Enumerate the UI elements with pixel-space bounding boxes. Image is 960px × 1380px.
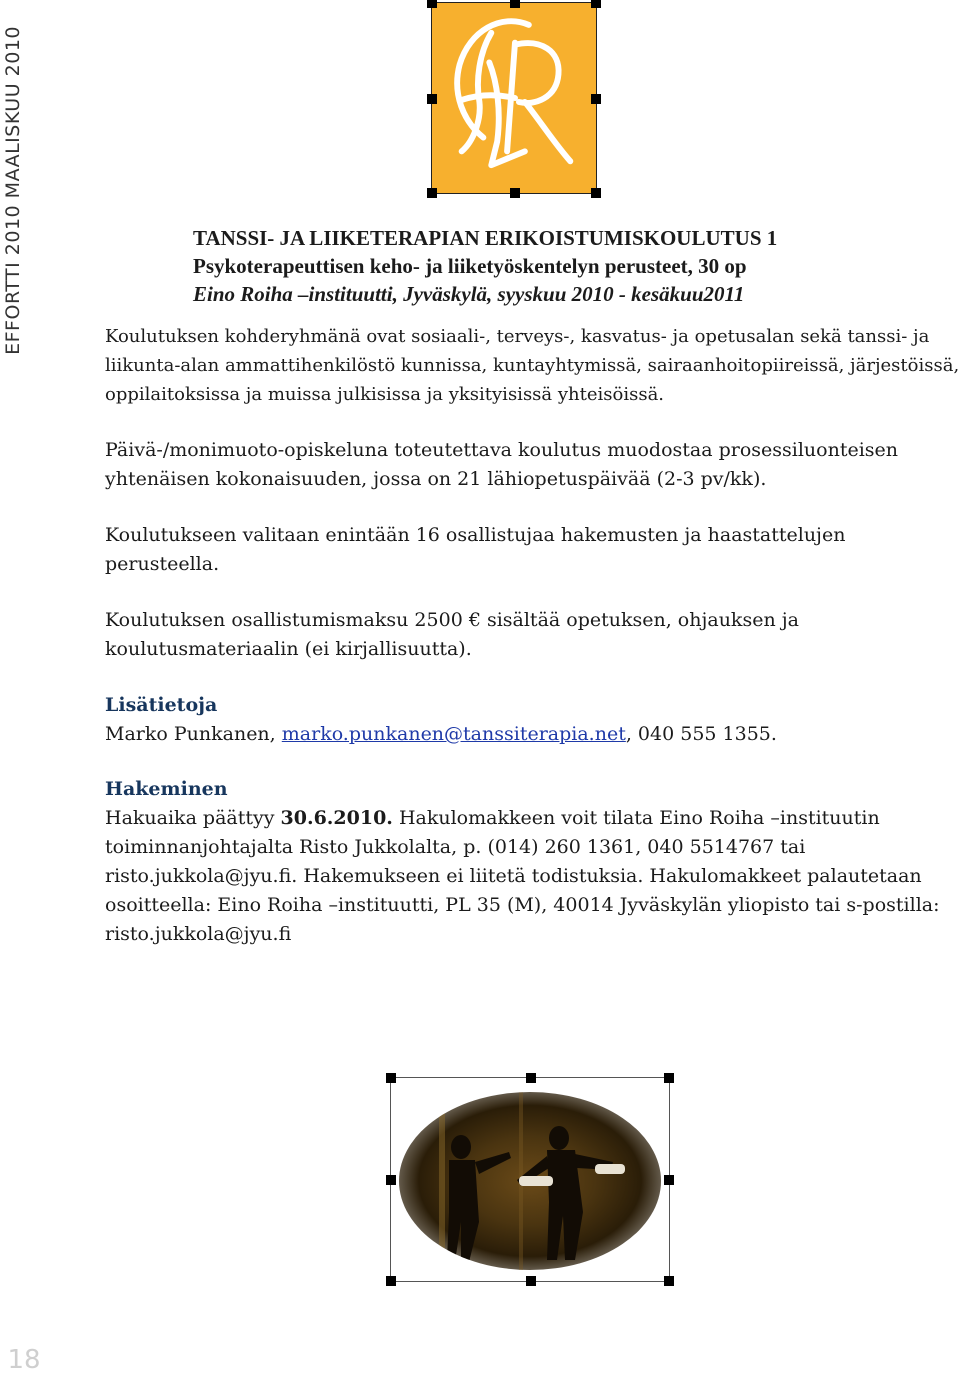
logo-monogram	[432, 3, 596, 193]
resize-handle-left	[427, 94, 437, 104]
heading-place-date: Eino Roiha –instituutti, Jyväskylä, syyskuu 2010 - kesäkuu2011	[193, 282, 745, 306]
photo-handle-bottom-left	[386, 1276, 396, 1286]
photo-handle-left	[386, 1175, 396, 1185]
resize-handle-top-left	[427, 0, 437, 8]
photo-handle-top-right	[664, 1073, 674, 1083]
section-title-info: Lisätietoja	[105, 694, 218, 716]
contact-name: Marko Punkanen,	[105, 723, 282, 745]
dance-photo	[399, 1092, 661, 1270]
resize-handle-bottom	[510, 188, 520, 198]
resize-handle-right	[591, 94, 601, 104]
section-title-apply: Hakeminen	[105, 778, 228, 800]
paragraph-selection: Koulutukseen valitaan enintään 16 osallistujaa hakemusten ja haastattelujen perusteella.	[105, 524, 846, 575]
photo-handle-right	[664, 1175, 674, 1185]
dancers-illustration	[399, 1092, 661, 1270]
photo-handle-bottom-right	[664, 1276, 674, 1286]
page-number: 18	[7, 1345, 41, 1375]
resize-handle-top	[510, 0, 520, 8]
apply-prefix: Hakuaika päättyy	[105, 807, 281, 829]
contact-phone: , 040 555 1355.	[625, 723, 777, 745]
heading-title: TANSSI- JA LIIKETERAPIAN ERIKOISTUMISKOULUTUS 1	[193, 226, 778, 250]
logo-frame	[431, 2, 597, 194]
article-body	[105, 224, 960, 976]
photo-handle-top-left	[386, 1073, 396, 1083]
resize-handle-bottom-left	[427, 188, 437, 198]
apply-deadline: 30.6.2010.	[280, 807, 393, 829]
paragraph-format: Päivä-/monimuoto-opiskeluna toteutettava koulutus muodostaa prosessiluonteisen yhtenäisen kokonaisuuden, jossa on 21 lähiopetuspäivää (2-3 pv/kk).	[105, 439, 899, 490]
paragraph-target-group: Koulutuksen kohderyhmänä ovat sosiaali-, terveys-, kasvatus- ja opetusalan sekä tanssi- ja liikunta-alan ammattihenkilöstö kunnissa, kuntayhtymissä, sairaanhoitopiireissä, järjestöissä, oppilaitoksissa ja muissa julkisissa ja yksityisissä yhteisöissä.	[105, 326, 960, 405]
article-heading	[193, 224, 960, 308]
resize-handle-bottom-right	[591, 188, 601, 198]
photo-handle-top	[526, 1073, 536, 1083]
paragraph-apply	[105, 804, 960, 949]
resize-handle-top-right	[591, 0, 601, 8]
heading-subtitle: Psykoterapeuttisen keho- ja liiketyöskentelyn perusteet, 30 op	[193, 254, 747, 278]
photo-frame	[390, 1077, 670, 1282]
photo-handle-bottom	[526, 1276, 536, 1286]
paragraph-fee: Koulutuksen osallistumismaksu 2500 € sisältää opetuksen, ohjauksen ja koulutusmateriaalin (ei kirjallisuutta).	[105, 609, 799, 660]
contact-line	[105, 720, 960, 749]
contact-email-link[interactable]: marko.punkanen@tanssiterapia.net	[281, 723, 626, 745]
side-title-text: EFFORTTI 2010 MAALISKUU 2010	[2, 25, 24, 355]
apply-text: Hakulomakkeen voit tilata Eino Roiha –instituutin toiminnanjohtajalta Risto Jukkolalta, p. (014) 260 1361, 040 5514767 tai risto.jukkola@jyu.fi. Hakemukseen ei liitetä todistuksia. Hakulomakkeet palautetaan osoitteella: Eino Roiha –instituutti, PL 35 (M), 40014 Jyväskylän yliopisto tai s-postilla: risto.jukkola@jyu.fi	[105, 807, 940, 945]
side-title	[0, 0, 28, 380]
